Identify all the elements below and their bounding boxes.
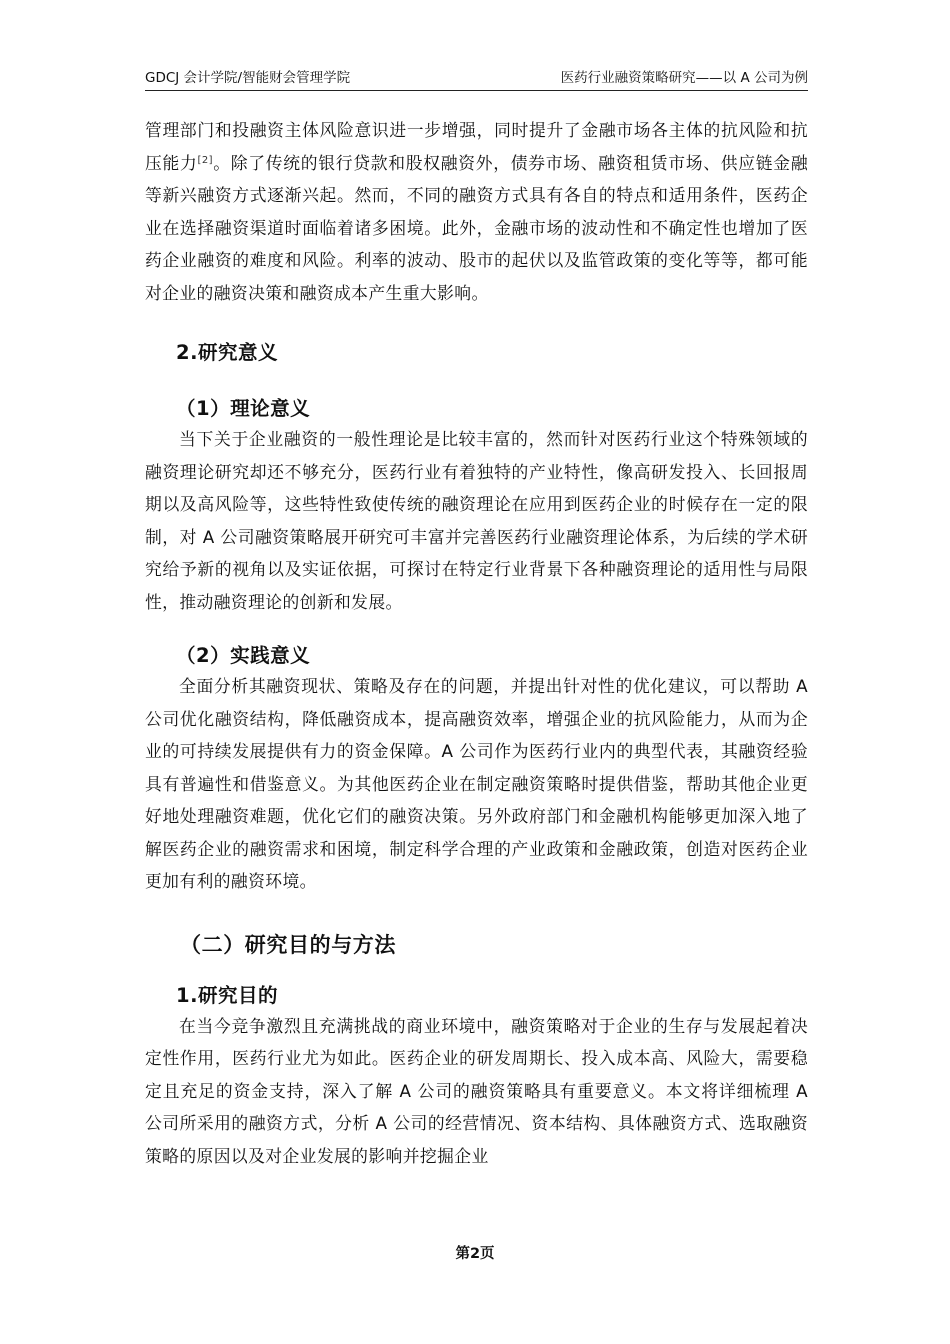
intro-paragraph (145, 114, 808, 309)
intro-text-b: 。除了传统的银行贷款和股权融资外，债券市场、融资租赁市场、供应链金融等新兴融资方式逐渐兴起。然而，不同的融资方式具有各自的特点和适用条件，医药企业在选择融资渠道时面临着诸多困境。此外，金融市场的波动性和不确定性也增加了医药企业融资的难度和风险。利率的波动、股市的起伏以及监管政策的变化等等，都可能对企业的融资决策和融资成本产生重大影响。 (145, 152, 808, 303)
page-header (145, 66, 808, 91)
header-right-text: 医药行业融资策略研究——以 A 公司为例 (560, 70, 808, 86)
page-number: 第2页 (455, 1246, 495, 1262)
citation-ref: [2] (197, 154, 213, 166)
theory-paragraph: 当下关于企业融资的一般性理论是比较丰富的，然而针对医药行业这个特殊领域的融资理论研究却还不够充分，医药行业有着独特的产业特性，像高研发投入、长回报周期以及高风险等，这些特性致使传统的融资理论在应用到医药企业的时候存在一定的限制，对 A 公司融资策略展开研究可丰富并完善医药行业融资理论体系，为后续的学术研究给予新的视角以及实证依据，可探讨在特定行业背景下各种融资理论的适用性与局限性，推动融资理论的创新和发展。 (145, 429, 808, 612)
heading-research-significance: 2.研究意义 (176, 341, 278, 364)
heading-theory-significance: （1）理论意义 (176, 397, 311, 420)
header-left-text: GDCJ 会计学院/智能财会管理学院 (145, 70, 351, 86)
heading-research-purpose: 1.研究目的 (176, 983, 278, 1007)
purpose-paragraph: 在当今竞争激烈且充满挑战的商业环境中，融资策略对于企业的生存与发展起着决定性作用，医药行业尤为如此。医药企业的研发周期长、投入成本高、风险大，需要稳定且充足的资金支持，深入了解 A 公司的融资策略具有重要意义。本文将详细梳理 A 公司所采用的融资方式，分析 A 公司的经营情况、资本结构、具体融资方式、选取融资策略的原因以及对企业发展的影响并挖掘企业 (145, 1015, 808, 1166)
heading-purpose-and-method: （二）研究目的与方法 (180, 932, 396, 957)
practice-paragraph: 全面分析其融资现状、策略及存在的问题，并提出针对性的优化建议，可以帮助 A 公司优化融资结构，降低融资成本，提高融资效率，增强企业的抗风险能力，从而为企业的可持续发展提供有力的资金保障。A 公司作为医药行业内的典型代表，其融资经验具有普遍性和借鉴意义。为其他医药企业在制定融资策略时提供借鉴，帮助其他企业更好地处理融资难题，优化它们的融资决策。另外政府部门和金融机构能够更加深入地了解医药企业的融资需求和困境，制定科学合理的产业政策和金融政策，创造对医药企业更加有利的融资环境。 (145, 676, 808, 891)
intro-text-a: 管理部门和投融资主体风险意识进一步增强，同时提升了金融市场各主体的抗风险和抗压能力 (145, 120, 808, 173)
heading-practice-significance: （2）实践意义 (176, 644, 311, 667)
page-body (145, 114, 808, 1172)
